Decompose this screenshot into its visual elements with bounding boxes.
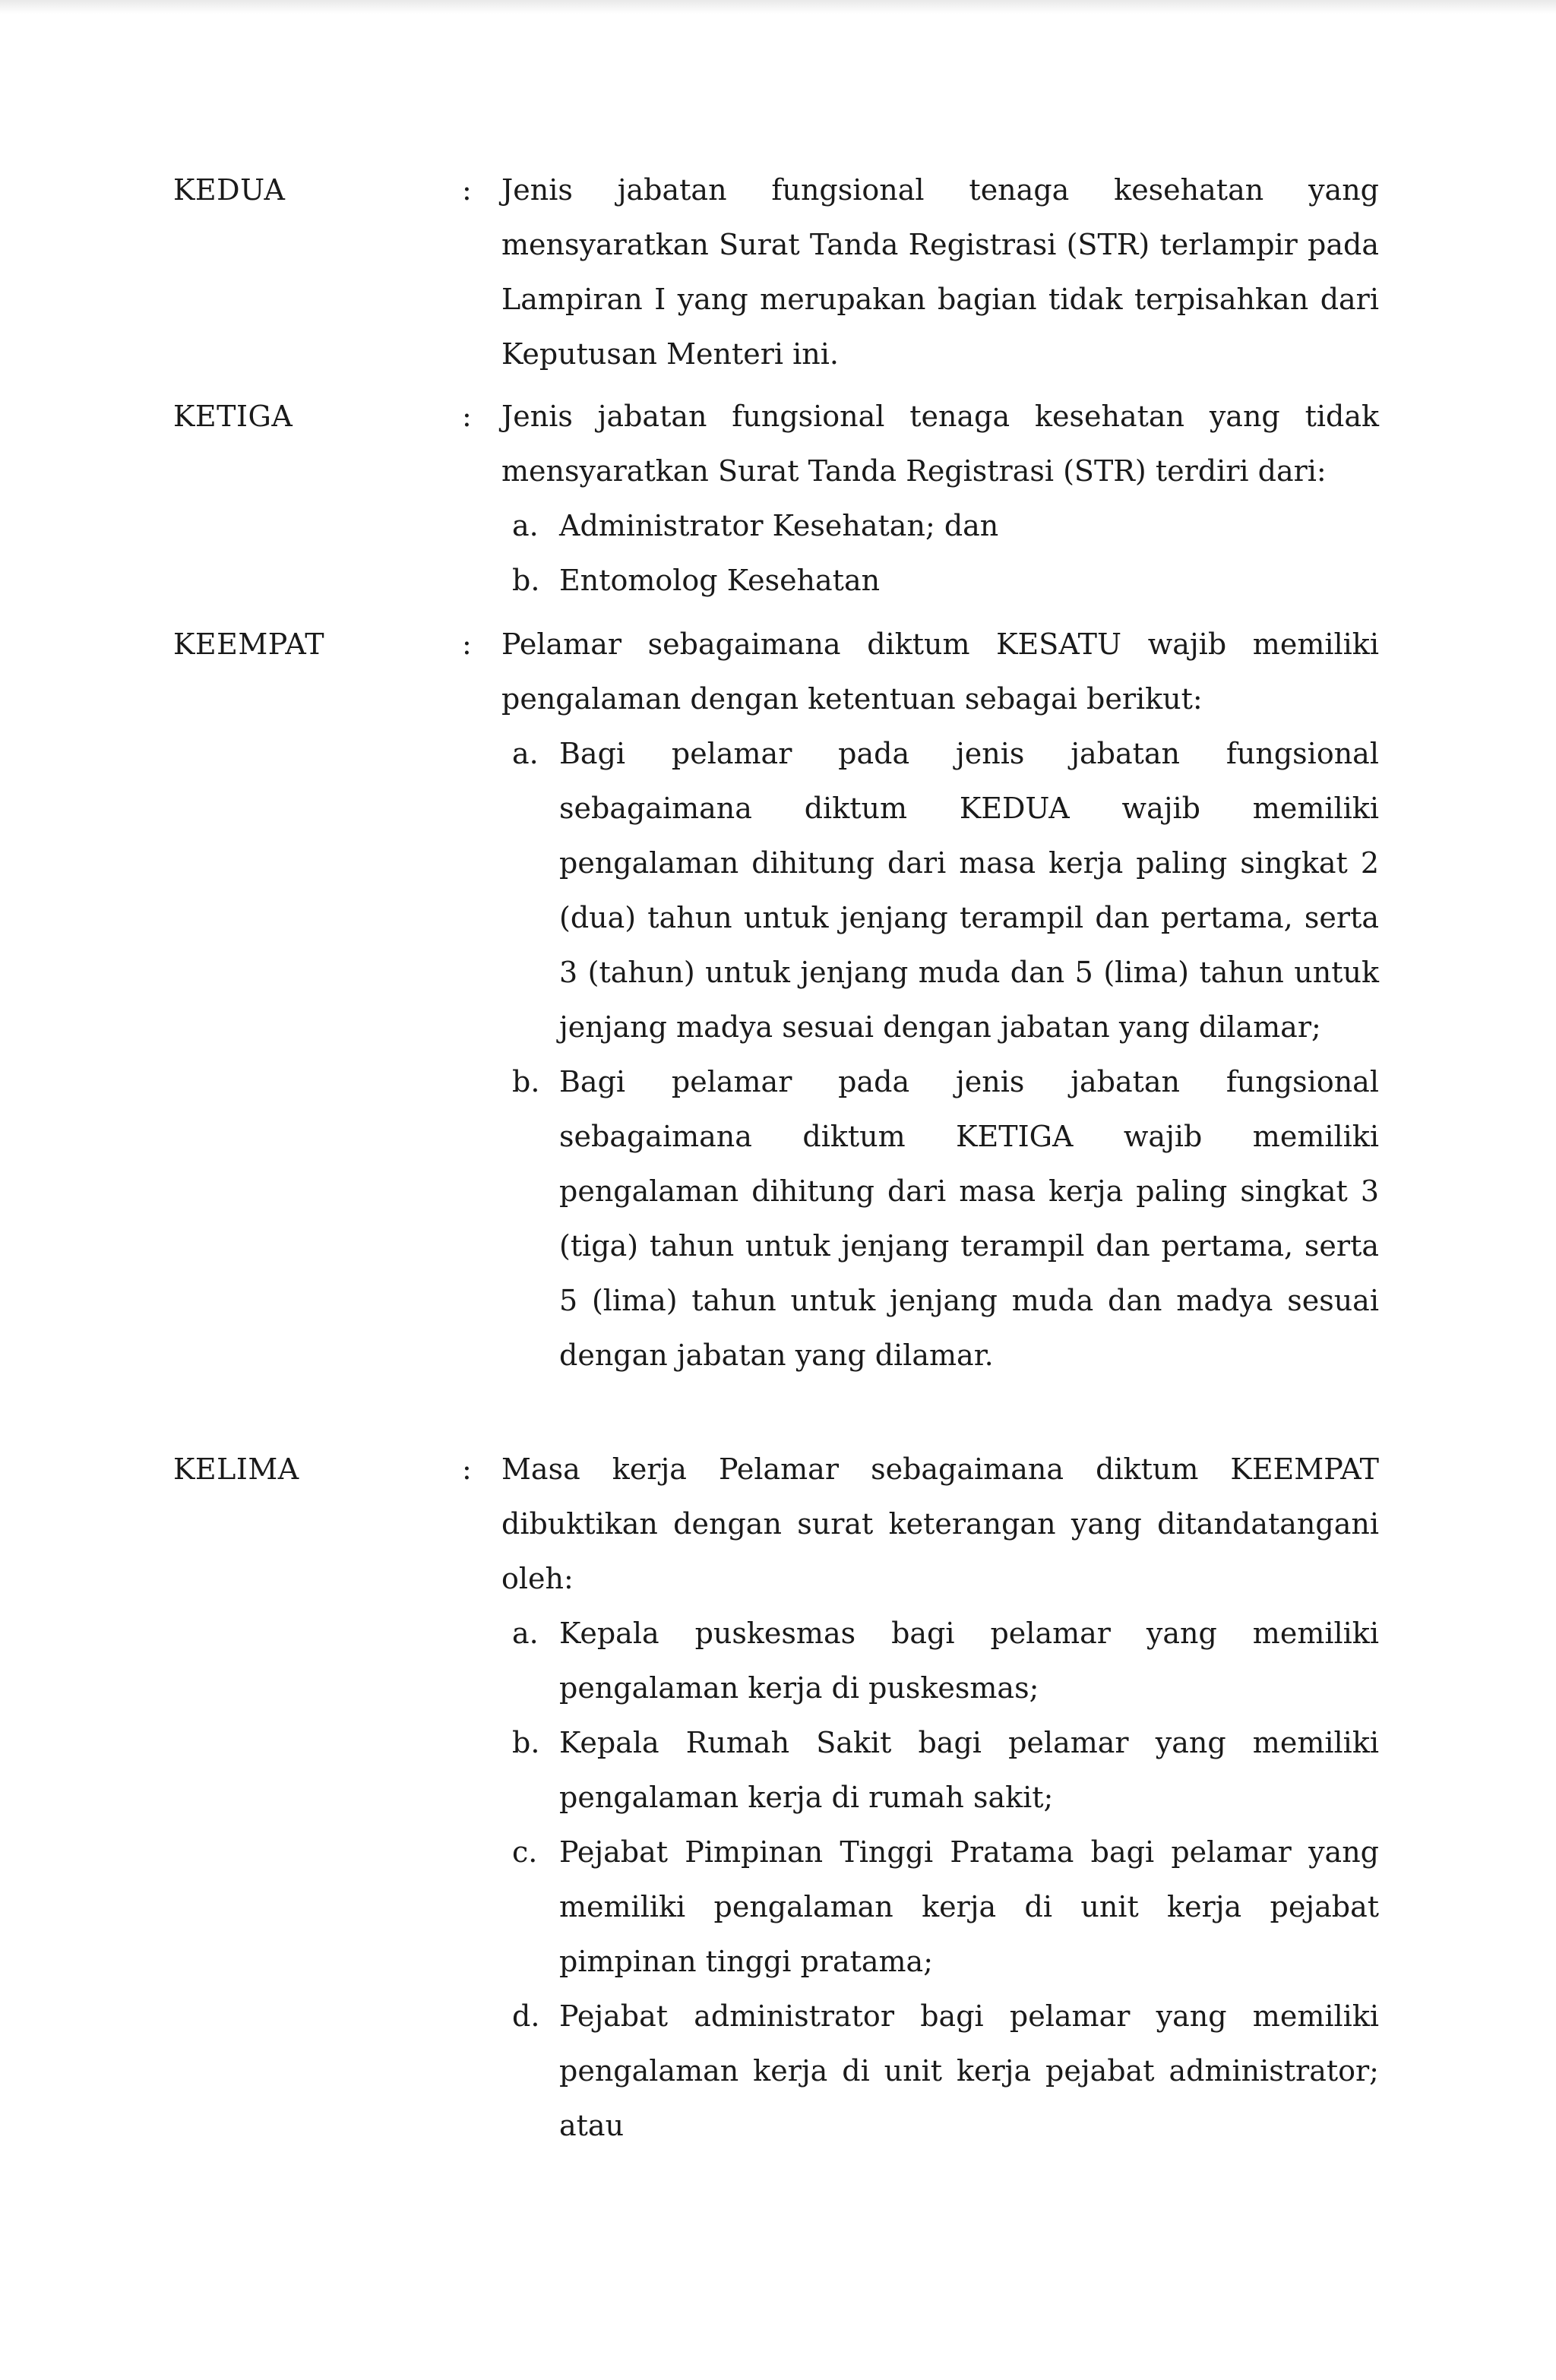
section-body (501, 163, 1379, 381)
list-item (501, 553, 1379, 608)
section-colon: : (462, 173, 472, 207)
item-list (501, 498, 1379, 608)
section-text: Pelamar sebagaimana diktum KESATU wajib memiliki pengalaman dengan ketentuan sebagai berikut: (501, 627, 1379, 716)
section-label: KELIMA (173, 1452, 299, 1486)
list-marker: d. (512, 1999, 540, 2033)
list-marker: b. (512, 1065, 540, 1098)
list-item (501, 1054, 1379, 1383)
section-colon: : (462, 400, 472, 433)
section-body (501, 1442, 1379, 2153)
section-text: Jenis jabatan fungsional tenaga kesehatan yang tidak mensyaratkan Surat Tanda Registrasi (STR) terdiri dari: (501, 400, 1379, 488)
list-item-text: Bagi pelamar pada jenis jabatan fungsional sebagaimana diktum KEDUA wajib memiliki pengalaman dihitung dari masa kerja paling singkat 2 (dua) tahun untuk jenjang terampil dan pertama, serta 3 (tahun) untuk jenjang muda dan 5 (lima) tahun untuk jenjang madya sesuai dengan jabatan yang dilamar; (559, 737, 1379, 1044)
list-item-text: Kepala Rumah Sakit bagi pelamar yang memiliki pengalaman kerja di rumah sakit; (559, 1726, 1379, 1814)
list-item-text: Administrator Kesehatan; dan (559, 509, 999, 542)
list-marker: b. (512, 564, 540, 597)
list-item-text: Entomolog Kesehatan (559, 564, 881, 597)
list-marker: a. (512, 737, 539, 770)
list-marker: b. (512, 1726, 540, 1759)
list-marker: c. (512, 1835, 538, 1869)
list-item-text: Kepala puskesmas bagi pelamar yang memiliki pengalaman kerja di puskesmas; (559, 1617, 1379, 1705)
list-marker: a. (512, 1617, 539, 1650)
list-item (501, 1715, 1379, 1825)
list-item (501, 726, 1379, 1054)
list-item-text: Pejabat Pimpinan Tinggi Pratama bagi pelamar yang memiliki pengalaman kerja di unit kerja pejabat pimpinan tinggi pratama; (559, 1835, 1379, 1978)
scan-edge (0, 0, 1556, 14)
section-text: Jenis jabatan fungsional tenaga kesehatan yang mensyaratkan Surat Tanda Registrasi (STR) terlampir pada Lampiran I yang merupakan bagian tidak terpisahkan dari Keputusan Menteri ini. (501, 173, 1379, 371)
item-list (501, 726, 1379, 1383)
section-body (501, 617, 1379, 1383)
section-label: KEDUA (173, 173, 286, 207)
section-text: Masa kerja Pelamar sebagaimana diktum KEEMPAT dibuktikan dengan surat keterangan yang ditandatangani oleh: (501, 1452, 1379, 1595)
list-item (501, 1989, 1379, 2153)
item-list (501, 1606, 1379, 2153)
section-label: KEEMPAT (173, 627, 325, 661)
section-colon: : (462, 627, 472, 661)
list-item-text: Pejabat administrator bagi pelamar yang memiliki pengalaman kerja di unit kerja pejabat administrator; atau (559, 1999, 1379, 2142)
section-colon: : (462, 1452, 472, 1486)
list-item (501, 498, 1379, 553)
list-item (501, 1825, 1379, 1989)
list-item-text: Bagi pelamar pada jenis jabatan fungsional sebagaimana diktum KETIGA wajib memiliki pengalaman dihitung dari masa kerja paling singkat 3 (tiga) tahun untuk jenjang terampil dan pertama, serta 5 (lima) tahun untuk jenjang muda dan madya sesuai dengan jabatan yang dilamar. (559, 1065, 1379, 1372)
list-item (501, 1606, 1379, 1715)
section-body (501, 389, 1379, 608)
section-label: KETIGA (173, 400, 293, 433)
list-marker: a. (512, 509, 539, 542)
